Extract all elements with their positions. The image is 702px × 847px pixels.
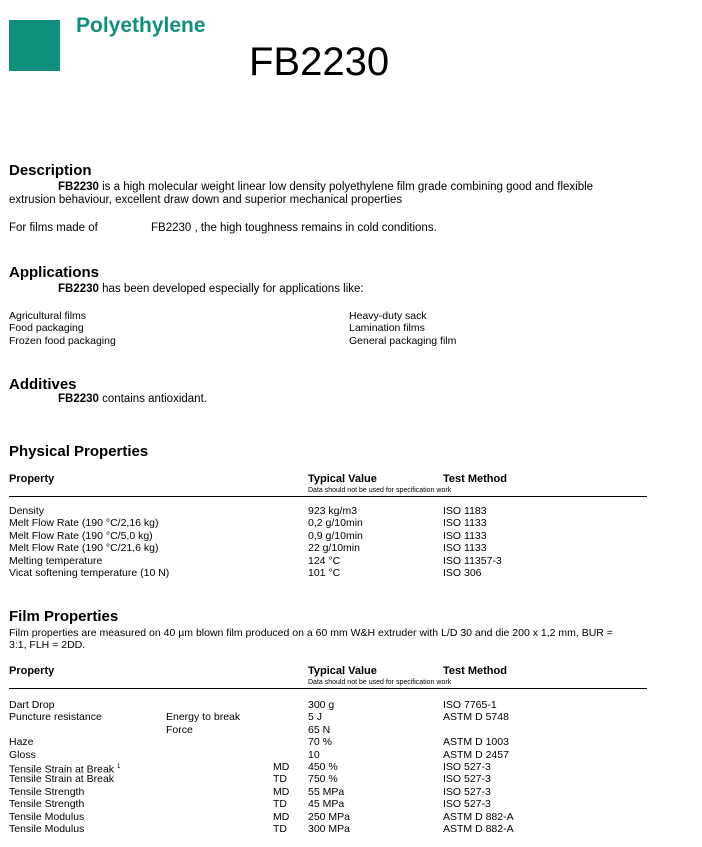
description-line-1-text: is a high molecular weight linear low density polyethylene film grade combining good and flexible — [98, 181, 594, 193]
description-line-2: extrusion behaviour, excellent draw down and superior mechanical properties — [9, 194, 403, 206]
table-cell: ISO 1133 — [443, 529, 487, 542]
additives-text — [58, 393, 207, 406]
applications-list-left — [9, 310, 116, 347]
table-cell: MD — [273, 810, 290, 823]
specification-note: Data should not be used for specification work — [308, 679, 452, 686]
footnote-mark: 1 — [116, 763, 121, 770]
film-properties-heading: Film Properties — [9, 608, 119, 625]
table-cell: ISO 1133 — [443, 517, 487, 530]
table-cell: 750 % — [308, 773, 338, 786]
table-cell: 124 °C — [308, 554, 341, 567]
table-cell: ISO 527-3 — [443, 785, 491, 798]
grade-name: FB2230 — [58, 283, 99, 295]
table-cell: 250 MPa — [308, 810, 351, 823]
film-sub-column — [166, 699, 240, 835]
table-cell — [443, 724, 514, 736]
table-cell: ASTM D 882-A — [443, 822, 514, 835]
table-cell: Energy to break — [166, 711, 241, 724]
table-cell: MD — [273, 785, 290, 798]
grade-name: FB2230 — [58, 393, 99, 405]
col-header-test-method: Test Method — [443, 665, 507, 677]
table-cell: 101 °C — [308, 566, 341, 579]
table-cell — [166, 736, 240, 748]
table-cell: MD — [273, 760, 290, 773]
table-divider — [9, 496, 647, 497]
table-cell — [273, 699, 289, 711]
table-cell: Tensile Modulus — [9, 810, 85, 823]
table-cell: ISO 527-3 — [443, 760, 491, 773]
description-line-1 — [58, 181, 593, 194]
table-cell: TD — [273, 822, 287, 835]
table-cell: ISO 11357-3 — [443, 554, 502, 567]
table-cell — [166, 749, 240, 761]
table-cell: ASTM D 882-A — [443, 810, 514, 823]
list-item: Agricultural films — [9, 310, 87, 322]
table-cell — [166, 823, 240, 835]
table-cell: 10 — [308, 748, 320, 761]
physical-value-column — [308, 505, 363, 579]
table-cell: Tensile Strength — [9, 798, 85, 811]
table-cell: Tensile Strain at Break — [9, 773, 115, 786]
grade-name: FB2230 — [58, 181, 99, 193]
table-cell: Density — [9, 505, 45, 517]
col-header-typical-value: Typical Value — [308, 665, 377, 677]
list-item: General packaging film — [349, 334, 457, 347]
table-cell: 0,2 g/10min — [308, 517, 363, 530]
table-cell: Melt Flow Rate (190 °C/2,16 kg) — [9, 517, 159, 530]
table-cell-text: Tensile Strain at Break — [9, 763, 115, 776]
table-divider — [9, 688, 647, 689]
table-cell: ISO 306 — [443, 566, 482, 579]
table-cell: Force — [166, 723, 193, 736]
table-cell: Melt Flow Rate (190 °C/21,6 kg) — [9, 542, 159, 555]
table-cell: Gloss — [9, 748, 36, 761]
product-grade-title: FB2230 — [249, 40, 390, 84]
table-cell: Haze — [9, 736, 34, 749]
brand-logo-square — [9, 20, 60, 71]
table-cell: ISO 7765-1 — [443, 699, 497, 711]
films-prefix: For films made of — [9, 222, 98, 234]
films-suffix: FB2230 , the high toughness remains in cold conditions. — [151, 222, 437, 234]
list-item: Lamination films — [349, 322, 425, 335]
additives-heading: Additives — [9, 376, 77, 393]
table-cell: 22 g/10min — [308, 542, 360, 555]
table-cell: Vicat softening temperature (10 N) — [9, 566, 170, 579]
table-cell: Melt Flow Rate (190 °C/5,0 kg) — [9, 529, 153, 542]
table-cell: 5 J — [308, 711, 323, 724]
table-cell — [166, 798, 240, 810]
applications-list-right — [349, 310, 456, 347]
table-cell: Tensile Strength — [9, 785, 85, 798]
table-cell: 300 MPa — [308, 822, 351, 835]
col-header-property: Property — [9, 473, 55, 485]
film-method-column — [443, 699, 514, 835]
table-cell — [9, 761, 121, 776]
table-cell — [273, 711, 289, 723]
table-cell: 0,9 g/10min — [308, 529, 363, 542]
film-intro-line-2: 3:1, FLH = 2DD. — [9, 639, 86, 651]
table-cell: ISO 527-3 — [443, 773, 491, 786]
table-cell — [273, 749, 289, 761]
specification-note: Data should not be used for specification work — [308, 487, 452, 494]
table-cell: 65 N — [308, 723, 331, 736]
table-cell — [166, 786, 240, 798]
physical-properties-heading: Physical Properties — [9, 443, 149, 460]
col-header-property: Property — [9, 665, 55, 677]
col-header-test-method: Test Method — [443, 473, 507, 485]
table-cell — [166, 811, 240, 823]
applications-intro-text: has been developed especially for applications like: — [98, 283, 364, 295]
applications-intro — [58, 283, 364, 296]
additives-text-rest: contains antioxidant. — [98, 393, 207, 405]
film-value-column — [308, 699, 350, 835]
table-cell — [9, 724, 120, 736]
table-cell: 450 % — [308, 760, 338, 773]
table-cell — [273, 724, 289, 736]
table-cell — [166, 773, 240, 785]
table-cell: 300 g — [308, 699, 335, 711]
table-cell — [273, 736, 289, 748]
table-cell: ASTM D 2457 — [443, 748, 509, 761]
table-cell: 70 % — [308, 736, 332, 749]
list-item: Heavy-duty sack — [349, 310, 427, 322]
product-family-title: Polyethylene — [76, 14, 206, 37]
film-intro-line-1: Film properties are measured on 40 µm blown film produced on a 60 mm W&H extruder with L/D 30 and die 200 x 1,2 mm, BUR = — [9, 627, 613, 639]
applications-heading: Applications — [9, 264, 100, 281]
physical-method-column — [443, 505, 502, 579]
description-heading: Description — [9, 162, 92, 179]
table-cell: ISO 527-3 — [443, 798, 491, 811]
list-item: Frozen food packaging — [9, 334, 116, 347]
table-cell: Tensile Modulus — [9, 822, 85, 835]
film-property-column — [9, 699, 120, 835]
table-cell: 45 MPa — [308, 798, 345, 811]
physical-property-column — [9, 505, 169, 579]
table-cell — [166, 699, 240, 711]
table-cell: TD — [273, 798, 287, 811]
table-cell: 923 kg/m3 — [308, 505, 358, 517]
table-cell: Melting temperature — [9, 554, 103, 567]
table-cell: ISO 1183 — [443, 505, 487, 517]
table-cell — [166, 761, 240, 773]
col-header-typical-value: Typical Value — [308, 473, 377, 485]
table-cell: ISO 1133 — [443, 542, 487, 555]
list-item: Food packaging — [9, 322, 84, 335]
table-cell: Puncture resistance — [9, 711, 102, 724]
table-cell: 55 MPa — [308, 785, 345, 798]
table-cell: Dart Drop — [9, 699, 55, 711]
film-direction-column — [273, 699, 289, 835]
table-cell: ASTM D 5748 — [443, 711, 509, 724]
table-cell: ASTM D 1003 — [443, 736, 509, 749]
table-cell: TD — [273, 773, 287, 786]
